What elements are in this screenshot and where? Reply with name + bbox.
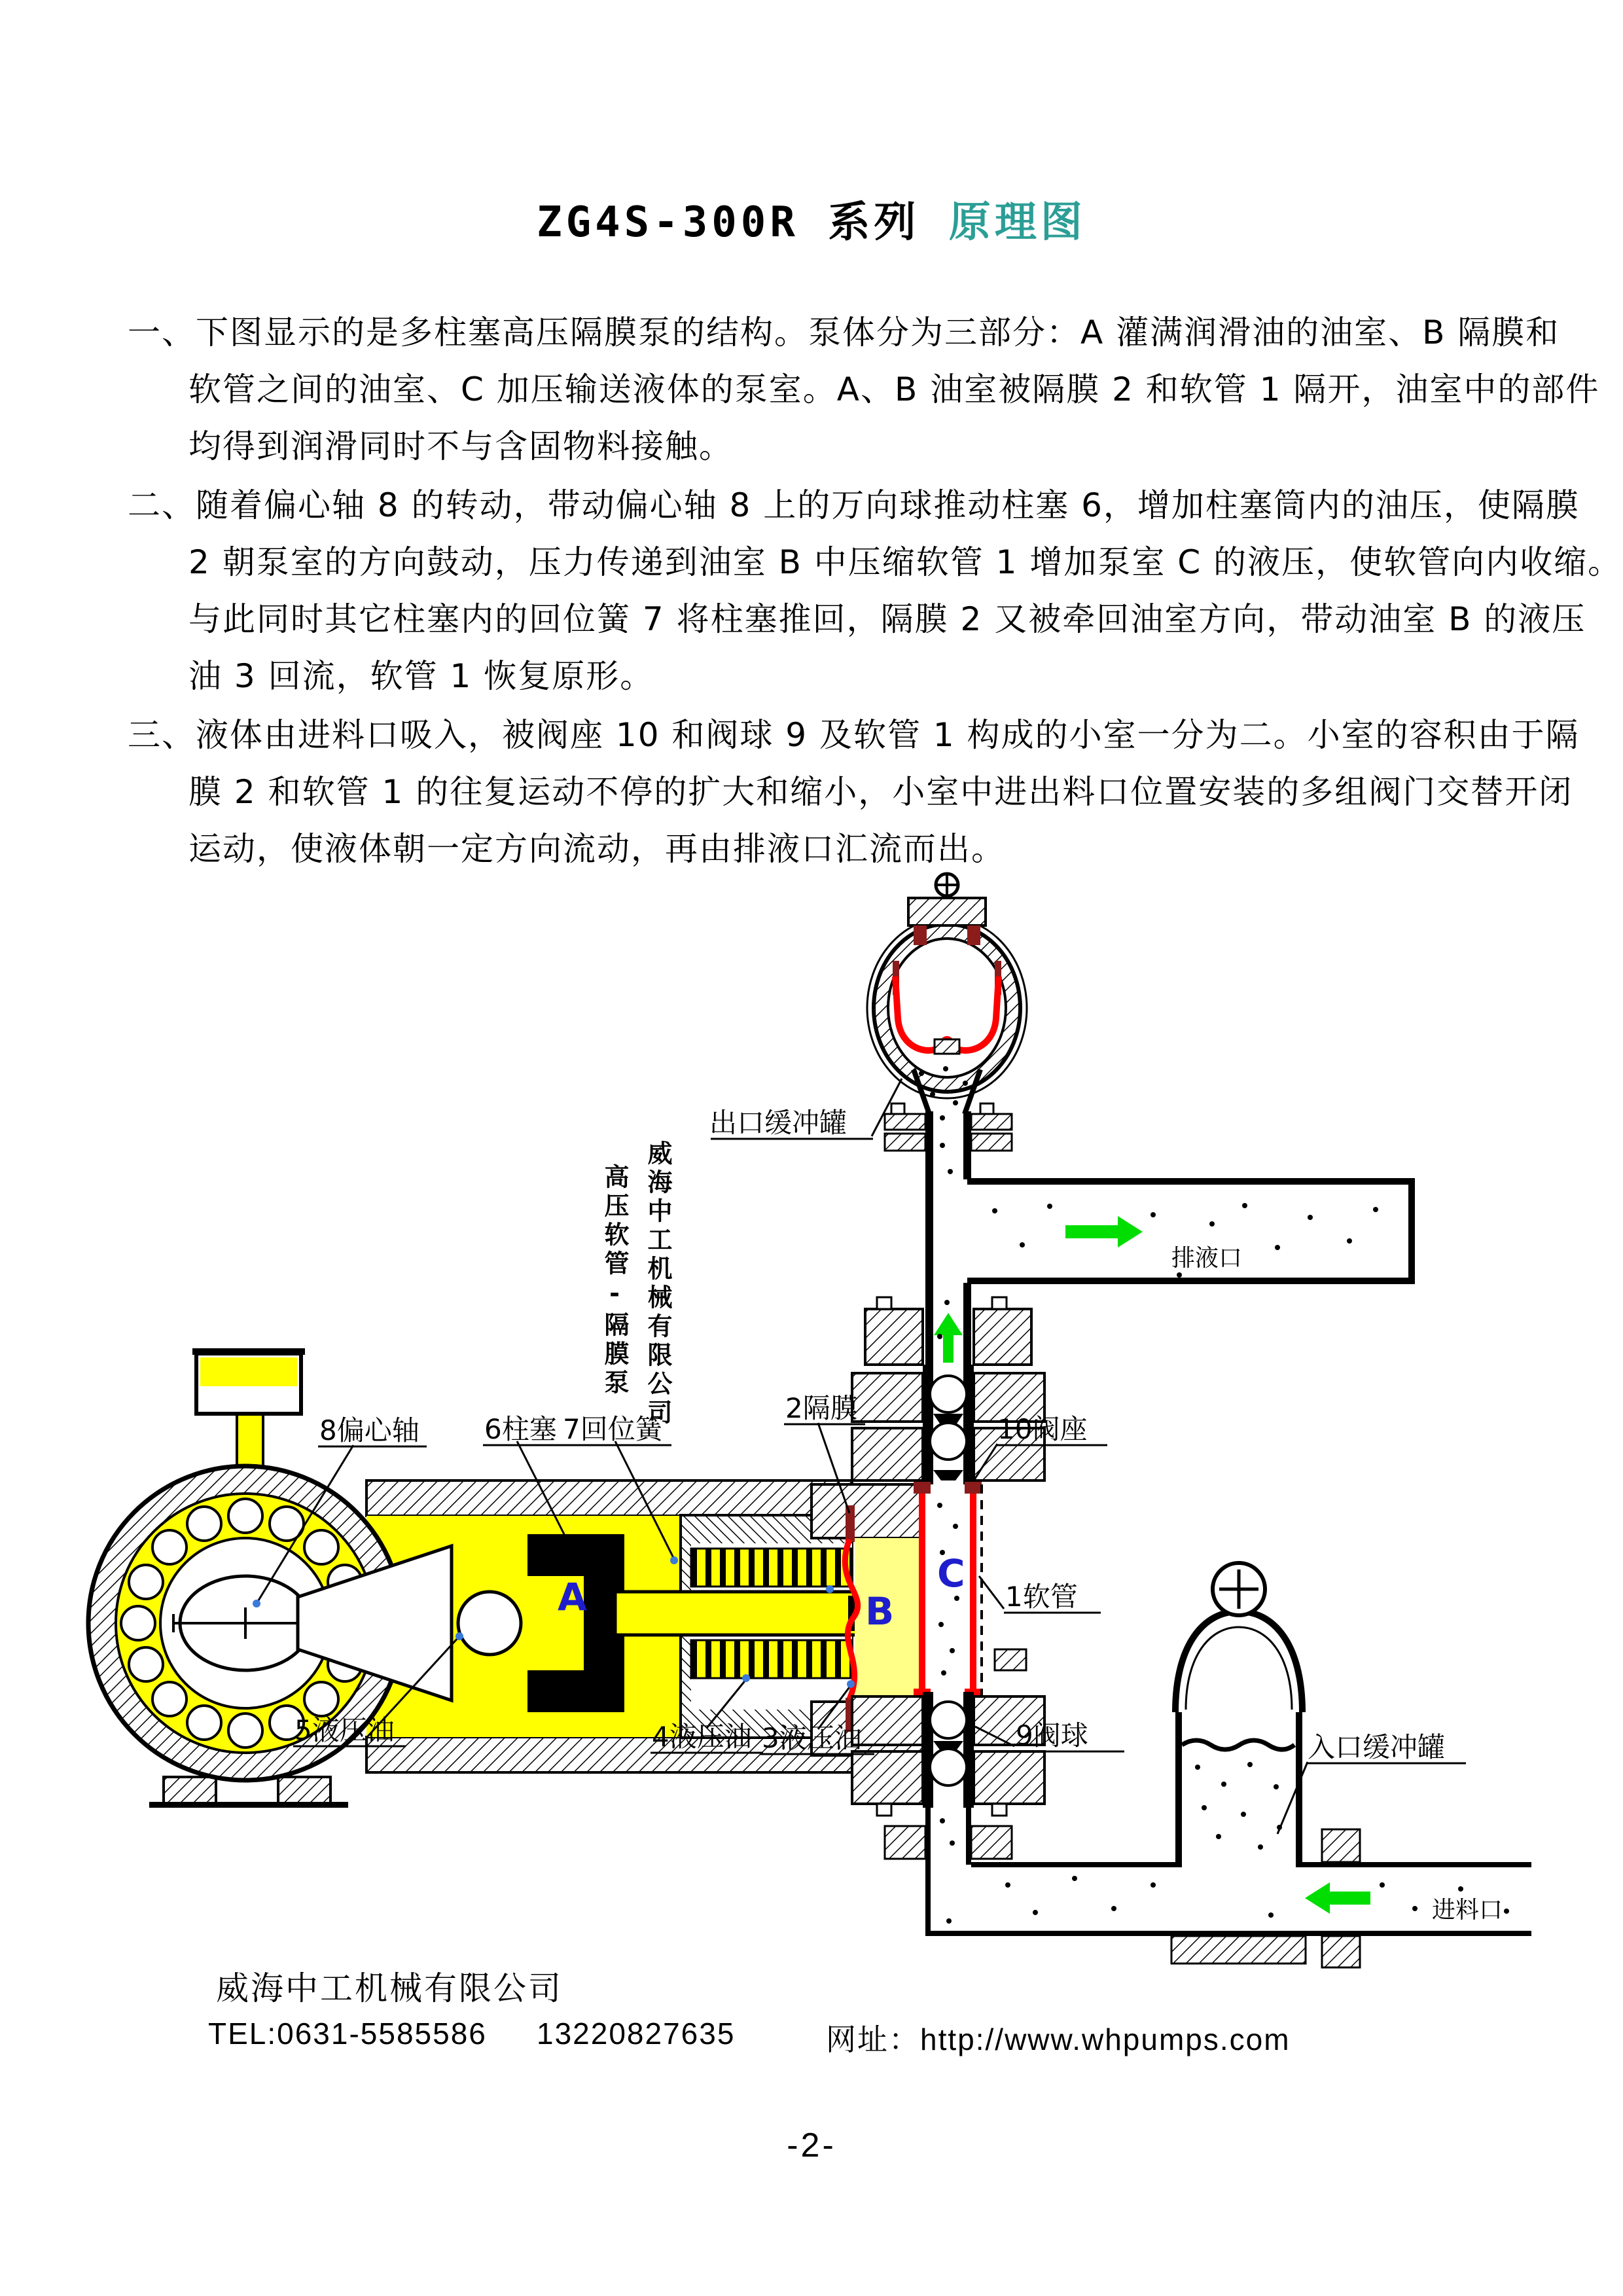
page-title-model: ZG4S-300R 系列 [537, 198, 920, 247]
zone-a-letter: A [558, 1575, 587, 1619]
discharge-piping [885, 1103, 1415, 1367]
label-part7-return-spring: 7回位簧 [563, 1413, 663, 1445]
hose-wall-left [919, 1484, 925, 1696]
footer-mobile: 13220827635 [537, 2017, 736, 2051]
para1-line1: 一、下图显示的是多柱塞高压隔膜泵的结构。泵体分为三部分：A 灌满润滑油的油室、B 隔膜和 [128, 314, 1560, 351]
page-title-accent: 原理图 [948, 198, 1086, 247]
label-inlet-damper: 入口缓冲罐 [1308, 1731, 1446, 1763]
para3-line1: 三、液体由进料口吸入，被阀座 10 和阀球 9 及软管 1 构成的小室一分为二。小室的容积由于隔 [128, 716, 1580, 754]
diagram-vertical-company-text: 威海中工机械有限公司 [643, 1140, 672, 1428]
para1-line2: 软管之间的油室、C 加压输送液体的泵室。A、B 油室被隔膜 2 和软管 1 隔开，油室中的部件 [188, 370, 1600, 408]
flow-arrow-inlet-icon [1305, 1882, 1370, 1914]
diagram-vertical-product-text: 高压软管-隔膜泵 [600, 1164, 629, 1398]
inlet-buffer-tank [1175, 1563, 1302, 1911]
valve-ball-lower-1 [930, 1702, 967, 1738]
para2-line3: 与此同时其它柱塞内的回位簧 7 将柱塞推回，隔膜 2 又被牵回油室方向，带动油室 B 的液压 [188, 600, 1586, 638]
label-part3-hydraulic-oil: 3液压油 [762, 1722, 862, 1754]
valve-ball-lower-2 [930, 1749, 967, 1785]
footer-telephone: TEL:0631-5585586 [208, 2017, 487, 2051]
valve-ball-upper-1 [930, 1376, 967, 1412]
zone-c-letter: C [937, 1551, 965, 1596]
label-part6-plunger: 6柱塞 [484, 1413, 557, 1445]
para1-line3: 均得到润滑同时不与含固物料接触。 [188, 427, 733, 465]
para2-line1: 二、随着偏心轴 8 的转动，带动偏心轴 8 上的万向球推动柱塞 6，增加柱塞筒内的油压，使隔膜 [128, 486, 1580, 524]
para3-line3: 运动，使液体朝一定方向流动，再由排液口汇流而出。 [188, 830, 1005, 868]
universal-ball [458, 1592, 521, 1655]
label-part10-valve-seat: 10阀座 [997, 1413, 1088, 1445]
label-part9-valve-ball: 9阀球 [1016, 1719, 1088, 1751]
label-outlet-damper: 出口缓冲罐 [709, 1107, 847, 1139]
para3-line2: 膜 2 和软管 1 的往复运动不停的扩大和缩小，小室中进出料口位置安装的多组阀门交替开闭 [188, 773, 1573, 811]
footer-company: 威海中工机械有限公司 [216, 1970, 563, 2007]
flow-arrow-discharge-icon [1065, 1216, 1143, 1247]
zone-b-letter: B [865, 1589, 895, 1634]
hose-wall-right [970, 1484, 976, 1696]
return-spring-top [691, 1549, 852, 1587]
label-inlet-port: 进料口 [1432, 1897, 1503, 1924]
return-spring-bottom [691, 1640, 852, 1678]
lower-valve-body [852, 1692, 1044, 1816]
valve-ball-upper-2 [930, 1423, 967, 1460]
label-part4-hydraulic-oil: 4液压油 [652, 1721, 752, 1753]
label-part1-hose: 1软管 [1005, 1581, 1078, 1613]
oil-cup [192, 1348, 305, 1483]
footer-website: 网址：http://www.whpumps.com [826, 2022, 1291, 2056]
para2-line4: 油 3 回流，软管 1 恢复原形。 [188, 657, 654, 695]
label-part8-eccentric-shaft: 8偏心轴 [319, 1414, 419, 1446]
label-part2-diaphragm: 2隔膜 [785, 1392, 858, 1424]
label-part5-hydraulic-oil: 5液压油 [294, 1714, 395, 1746]
label-discharge-port: 排液口 [1171, 1245, 1243, 1272]
outlet-air-dome [867, 874, 1027, 1114]
para2-line2: 2 朝泵室的方向鼓动，压力传递到油室 B 中压缩软管 1 增加泵室 C 的液压，使软管向内收缩。 [188, 543, 1622, 581]
page-number: -2- [787, 2126, 836, 2164]
plunger [615, 1592, 859, 1635]
